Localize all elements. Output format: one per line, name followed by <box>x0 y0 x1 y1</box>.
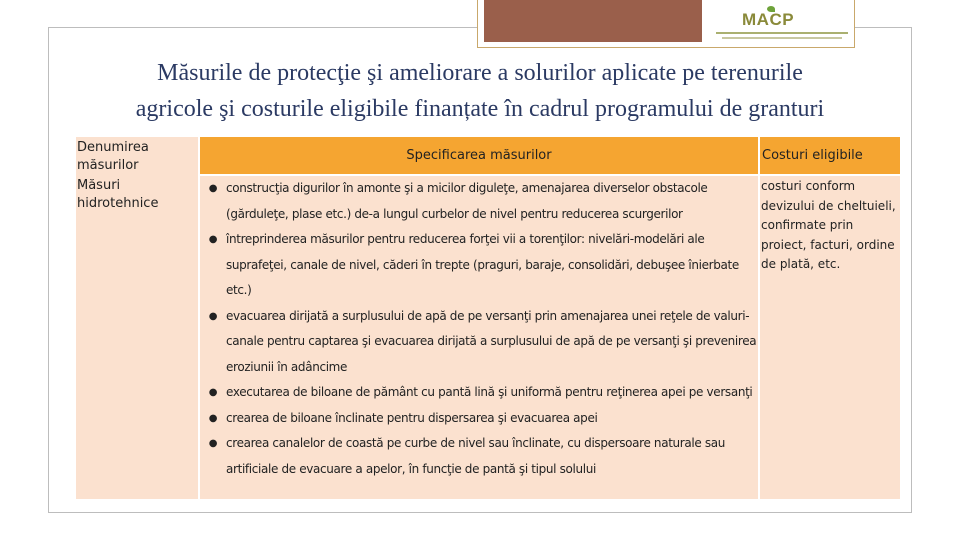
list-item: ● construcţia digurilor în amonte şi a micilor diguleţe, amenajarea diverselor obstacole (gărduleţe, plase etc.) de-a lungul curbelor de nivel pentru reducerea scurgerilor <box>200 176 758 227</box>
header-color-bar <box>484 0 702 42</box>
logo-text: MACP <box>742 10 795 29</box>
bullet-icon: ● <box>208 412 218 424</box>
header-spec: Specificarea măsurilor <box>200 137 758 174</box>
bullet-icon: ● <box>208 438 218 449</box>
column-divider <box>758 137 760 499</box>
list-item: ● crearea de biloane înclinate pentru dispersarea şi evacuarea apei <box>200 406 758 432</box>
list-item: ● crearea canalelor de coastă pe curbe de nivel sau înclinate, cu dispersoare naturale sau artificiale de evacuare a apelor, în funcţie de pantă şi tipul solului <box>200 431 758 482</box>
title-line-1: Măsurile de protecţie şi ameliorare a solurilor aplicate pe terenurile <box>157 60 803 86</box>
macp-logo <box>712 4 852 42</box>
cost-description: costuri conform devizului de cheltuieli, confirmate prin proiect, facturi, ordine de plată, etc. <box>761 179 896 271</box>
list-item: ● evacuarea dirijată a surplusului de apă de pe versanţi prin amenajarea unei reţele de valuri-canale pentru captarea şi evacuarea dirijată a surplusului de apă de pe versanţi şi prevenirea eroziunii în adâncime <box>200 304 758 381</box>
bullet-icon: ● <box>208 234 218 245</box>
bullet-icon: ● <box>208 310 218 322</box>
bullet-icon: ● <box>208 183 218 194</box>
list-item: ● întreprinderea măsurilor pentru reducerea forţei vii a torenţilor: nivelări-modelări ale suprafeţei, canale de nivel, căderi în trepte (praguri, baraje, consolidări, debuşee înierbate etc.) <box>200 227 758 304</box>
bullet-icon: ● <box>208 387 218 398</box>
title-line-2: agricole şi costurile eligibile finanțate în cadrul programului de granturi <box>135 96 825 122</box>
spec-list <box>200 176 758 482</box>
measure-name: Măsuri hidrotehnice <box>77 178 159 211</box>
header-banner <box>477 0 855 48</box>
header-name: Denumirea măsurilor <box>77 140 149 173</box>
slide-title <box>40 55 920 127</box>
header-cost: Costuri eligibile <box>758 137 900 174</box>
logo-subtitle <box>722 37 842 39</box>
list-item: ● executarea de biloane de pământ cu pantă lină şi uniformă pentru reţinerea apei pe versanţi <box>200 380 758 406</box>
logo-underline <box>716 32 848 34</box>
